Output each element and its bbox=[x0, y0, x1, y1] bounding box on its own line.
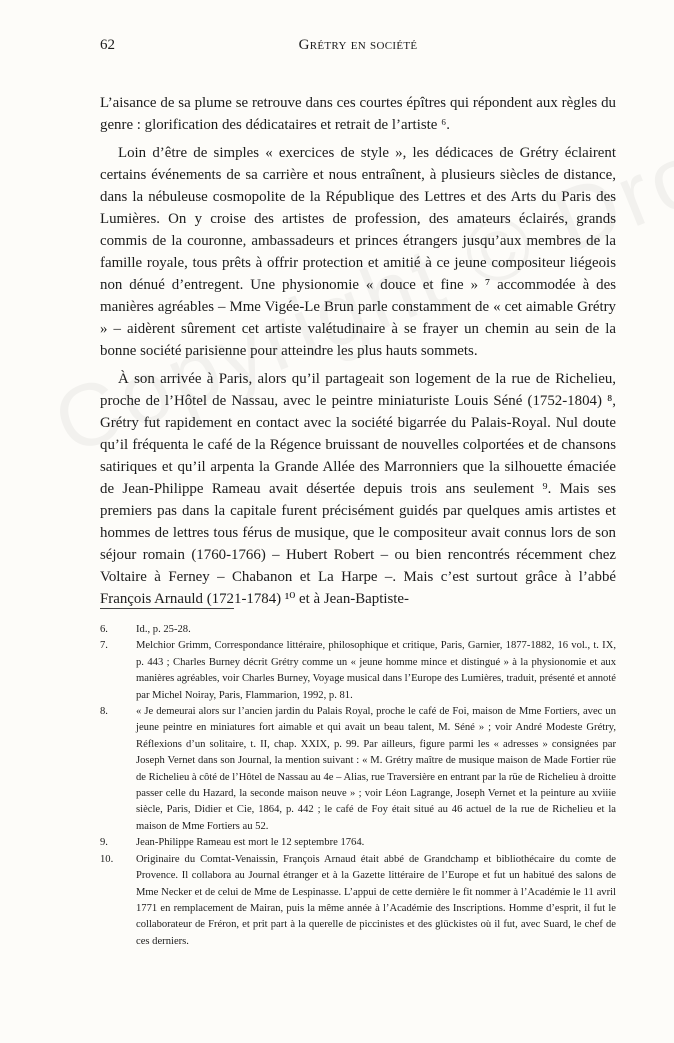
running-head: Grétry en société bbox=[298, 37, 418, 53]
page-number: 62 bbox=[100, 37, 115, 53]
footnote-text: Jean-Philippe Rameau est mort le 12 septembre 1764. bbox=[136, 837, 365, 849]
footnotes bbox=[100, 622, 616, 950]
main-text bbox=[100, 92, 616, 616]
paragraph: Loin d’être de simples « exercices de style », les dédicaces de Grétry éclairent certains événements de sa carrière et nous entraînent, à plusieurs siècles de distance, dans la nébuleuse cosmopolite de la République des Lettres et des Arts du Paris des Lumières. On y croise des artistes de profession, des amateurs éclairés, grands commis de la couronne, ambassadeurs et princes étrangers jusqu’aux membres de la famille royale, tous prêts à offrir protection et amitié à ce jeune compositeur liégeois non dénué d’entregent. Une physionomie « douce et fine » ⁷ accommodée à des manières agréables – Mme Vigée-Le Brun parle constamment de « cet aimable Grétry » – aidèrent sûrement cet artiste valétudinaire à se frayer un chemin au sein de la bonne société parisienne pour atteindre les plus hauts sommets. bbox=[100, 145, 616, 359]
page-header bbox=[100, 37, 616, 57]
footnote bbox=[100, 638, 616, 704]
footnote-text: « Je demeurai alors sur l’ancien jardin du Palais Royal, proche le café de Foi, maison de Mme Fortiers, avec un jeune peintre en miniatures fort aimable et qui avait un beau talent, M. Séné » ; voir André Modeste Grétry, Réflexions d’un solitaire, t. II, chap. XXIX, p. 99. Par ailleurs, figure parmi les « adresses » consignées par Joseph Vernet dans son Journal, la mention suivant : « M. Grétry maître de musique maison de Made Fortier rüe de Richelieu à côté de l’Hôtel de Nassau au 4e – Alias, rue Traversière en entrant par la rüe de Richelieu à droitte passer celle du Hazard, la seconde maison neuve » ; voir Léon Lagrange, Joseph Vernet et la peinture au xviiie siècle, Paris, Didier et Cie, 1864, p. 442 ; le café de Foy était situé au 46 actuel de la rue de Richelieu et la maison de Mme Fortiers au 52. bbox=[136, 706, 616, 832]
footnote bbox=[100, 704, 616, 835]
footnote-separator bbox=[100, 608, 234, 609]
footnote-text: Melchior Grimm, Correspondance littéraire, philosophique et critique, Paris, Garnier, 1877-1882, 16 vol., t. IX, p. 443 ; Charles Burney décrit Grétry comme un « jeune homme mince et distingué » à la physionomie et aux manières agréables, voir Charles Burney, Voyage musical dans l’Europe des Lumières, traduit, présenté et annoté par Michel Noiray, Paris, Flammarion, 1992, p. 81. bbox=[136, 640, 616, 701]
footnote-number: 7. bbox=[100, 640, 108, 652]
footnote-number: 10. bbox=[100, 853, 114, 865]
paragraph: À son arrivée à Paris, alors qu’il partageait son logement de la rue de Richelieu, proche de l’Hôtel de Nassau, avec le peintre miniaturiste Louis Séné (1752-1804) ⁸, Grétry fut rapidement en contact avec la société bigarrée du Palais-Royal. Nul doute qu’il fréquenta le café de la Régence bruissant de nouvelles colportées et de chansons satiriques et qu’il arpenta la Grande Allée des Marronniers que la silhouette émaciée de Jean-Philippe Rameau avait désertée depuis trois ans seulement ⁹. Mais ses premiers pas dans la capitale furent précisément guidés par quelques amis artistes et hommes de lettres tous férus de musique, que le compositeur avait connus lors de son séjour romain (1760-1766) – Hubert Robert – ou bien rencontrés récemment chez Voltaire à Ferney – Chabanon et La Harpe –. Mais c’est surtout grâce à l’abbé François Arnauld (1721-1784) ¹⁰ et à Jean-Baptiste- bbox=[100, 371, 616, 607]
footnote bbox=[100, 852, 616, 950]
footnote-number: 9. bbox=[100, 837, 108, 849]
footnote-text: Id., p. 25-28. bbox=[136, 624, 191, 635]
footnote-number: 6. bbox=[100, 624, 108, 635]
footnote-text: Originaire du Comtat-Venaissin, François Arnaud était abbé de Grandchamp et bibliothécaire du comte de Provence. Il collabora au Journal étranger et à la Gazette littéraire de l’Europe et fut un habitué des salons de Mme Necker et de celui de Mme de Lespinasse. L’appui de cette dernière le fit nommer à l’Académie le 11 avril 1771 en remplacement de Mairan, puis la même année à l’Académie des Inscriptions. Homme d’esprit, il fut le collaborateur de Fréron, et prit part à la querelle de piccinistes et des glückistes où il fut, avec Suard, le chef de ces derniers. bbox=[136, 853, 616, 947]
footnote-number: 8. bbox=[100, 706, 108, 718]
paragraph: L’aisance de sa plume se retrouve dans ces courtes épîtres qui répondent aux règles du genre : glorification des dédicataires et retrait de l’artiste ⁶. bbox=[100, 95, 616, 133]
footnote bbox=[100, 622, 616, 638]
footnote bbox=[100, 835, 616, 851]
